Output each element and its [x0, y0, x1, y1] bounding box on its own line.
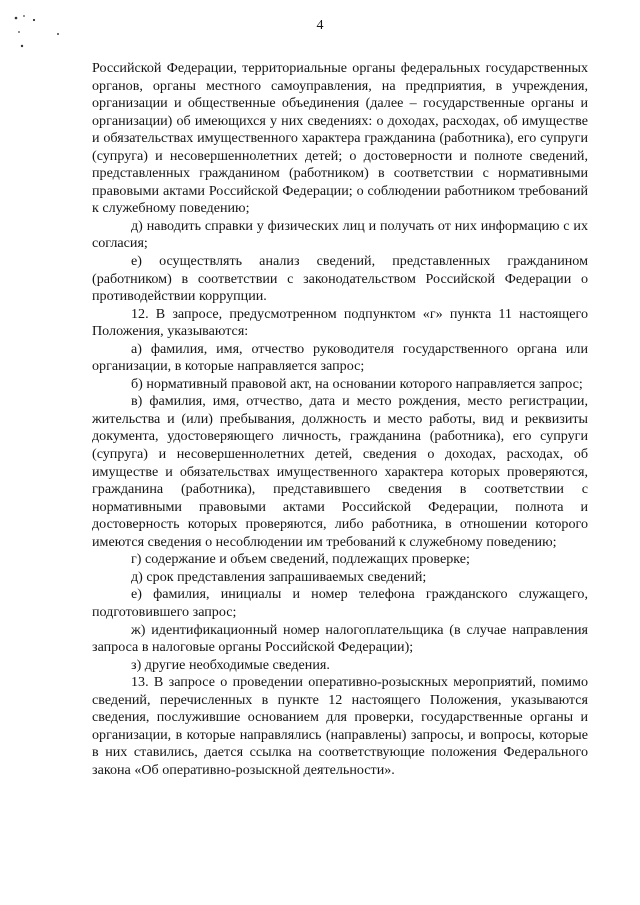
- paragraph-clause-12-v: в) фамилия, имя, отчество, дата и место рождения, место регистрации, жительства и (или) пребывания, должность и место работы, вид и реквизиты документа, удостоверяющего личность, гражданина (работника), его супруги (супруга) и несовершеннолетних детей, сведения о доходах, расходах, об имуществе и обязательствах имущественного характера которых проверяются, гражданина (работника), представившего сведения в соответствии с нормативными правовыми актами Российской Федерации, полнота и достоверность которых проверяются, либо работника, в отношении которого имеются сведения о несоблюдении им требований к служебному поведению;: [92, 393, 588, 550]
- paragraph-clause-13: 13. В запросе о проведении оперативно-розыскных мероприятий, помимо сведений, перечисленных в пункте 12 настоящего Положения, указываются сведения, послужившие основанием для проверки, государственные органы и организации, в которые направлялись (направлены) запросы, и вопросы, которые в них ставились, дается ссылка на соответствующие положения Федерального закона «Об оперативно-розыскной деятельности».: [92, 674, 588, 778]
- paragraph-clause-12-b: б) нормативный правовой акт, на основании которого направляется запрос;: [131, 375, 583, 392]
- paragraph-clause-12-z: з) другие необходимые сведения.: [131, 656, 330, 673]
- paragraph-clause-12-a: а) фамилия, имя, отчество руководителя государственного органа или организации, в которые направляется запрос;: [92, 340, 588, 375]
- paragraph-item-d: д) наводить справки у физических лиц и получать от них информацию с их согласия;: [92, 217, 588, 252]
- paragraph-clause-12-e: е) фамилия, инициалы и номер телефона гражданского служащего, подготовившего запрос;: [92, 586, 588, 620]
- paragraph-item-e: е) осуществлять анализ сведений, представленных гражданином (работником) в соответствии с законодательством Российской Федерации о противодействии коррупции.: [92, 253, 588, 305]
- paragraph-clause-12-zh: ж) идентификационный номер налогоплательщика (в случае направления запроса в налоговые органы Российской Федерации);: [92, 621, 588, 656]
- paragraph-clause-12-g: г) содержание и объем сведений, подлежащих проверке;: [131, 551, 470, 568]
- page-number: 4: [316, 18, 324, 33]
- paragraph-clause-12-d: д) срок представления запрашиваемых сведений;: [131, 568, 427, 585]
- paragraph-clause-12: 12. В запросе, предусмотренном подпунктом «г» пункта 11 настоящего Положения, указываются:: [92, 305, 588, 340]
- paragraph-continuation: Российской Федерации, территориальные органы федеральных государственных органов, органы местного самоуправления, на предприятия, в учреждения, организации и общественные объединения (далее – государственные органы и организации) об имеющихся у них сведениях: о доходах, расходах, об имуществе и обязательствах имущественного характера гражданина (работника), его супруги (супруга) и несовершеннолетних детей; о достоверности и полноте сведений, представленных гражданином (работником) в соответствии с нормативными правовыми актами Российской Федерации; о соблюдении работником требований к служебному поведению;: [92, 60, 588, 217]
- document-body: [92, 60, 588, 779]
